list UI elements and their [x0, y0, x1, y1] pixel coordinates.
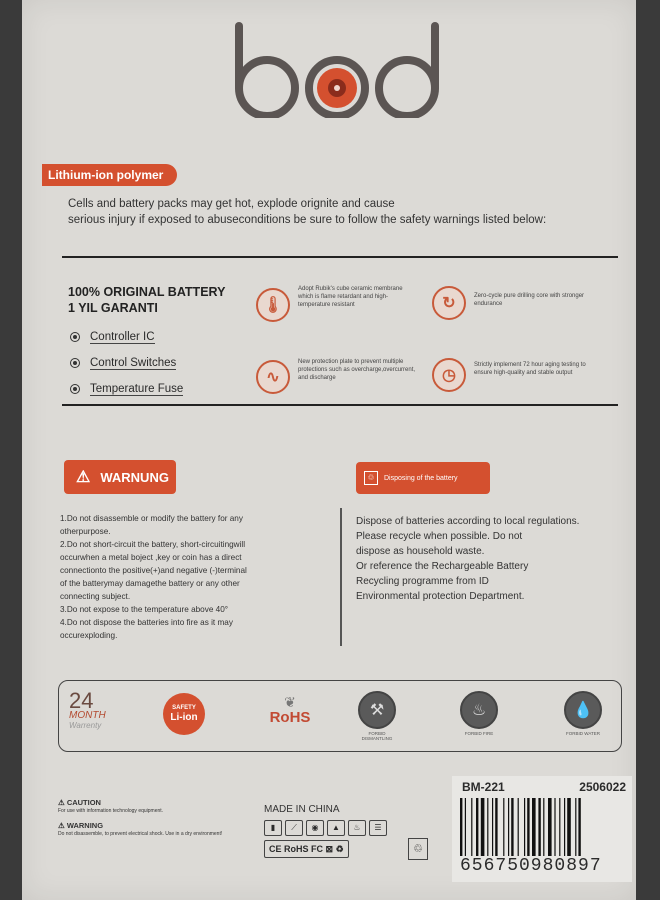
warranty-label: 1 YIL GARANTI [68, 301, 158, 315]
warning-label: WARNUNG [100, 469, 169, 485]
cert-marks [264, 840, 349, 858]
column-divider [340, 508, 342, 646]
cautions-block [58, 798, 248, 844]
intro-text [68, 196, 638, 228]
symbol-row [264, 820, 387, 836]
disposal-line: Dispose of batteries according to local regulations. [356, 516, 580, 527]
disposal-label: Disposing of the battery [384, 474, 458, 482]
pulse-icon: ∿ [256, 360, 290, 394]
disposal-badge [356, 462, 490, 494]
no-water-icon: 💧 [564, 691, 602, 729]
feature-description: Zero-cycle pure drilling core with stronger endurance [474, 293, 585, 307]
features-title [68, 284, 225, 316]
divider [62, 404, 618, 406]
warning-line: 2.Do not short-circuit the battery, short-circuitingwill [60, 540, 246, 549]
barcode-label [452, 776, 632, 882]
no-fire-symbol-icon: ♨ [348, 820, 366, 836]
lithium-tag: Lithium-ion polymer [42, 164, 177, 186]
rohs-label: RoHS [269, 709, 311, 726]
intro-line: Cells and battery packs may get hot, explode orignite and cause [68, 198, 395, 210]
no-dismantling-icon: ⚒ [358, 691, 396, 729]
no-dismantling-badge [357, 691, 397, 741]
model-number: BM-221 [462, 780, 505, 794]
made-in-label: MADE IN CHINA [264, 804, 340, 815]
warning-line: 3.Do not expose to the temperature above 40° [60, 605, 229, 614]
warranty-badge [69, 688, 106, 730]
recycling-icon: ♻ [335, 844, 344, 854]
feature-description: Adopt Rubik's cube ceramic membrane which is flame retardant and high-temperature resistant [298, 286, 403, 308]
warning-line: 4.Do not dispose the batteries into fire as it may [60, 618, 233, 627]
warning-heading: ⚠ WARNING [58, 821, 104, 830]
safety-li-ion-badge [163, 693, 205, 735]
warning-line: 1.Do not disassemble or modify the battery for any [60, 514, 243, 523]
battery-symbol-icon: ▮ [264, 820, 282, 836]
warning-text [60, 512, 330, 642]
leaf-icon: ❦ [284, 694, 296, 710]
battery-package [22, 0, 636, 900]
warning-line: connecting subject. [60, 592, 131, 601]
intro-line: serious injury if exposed to abuseconditions be sure to follow the safety warnings listed below: [68, 214, 547, 226]
disposal-line: Environmental protection Department. [356, 591, 525, 602]
warranty-months: 24 [69, 688, 94, 713]
disposal-line: Or reference the Rechargeable Battery [356, 561, 529, 572]
disposal-line: Please recycle when possible. Do not [356, 531, 523, 542]
divider [62, 256, 618, 258]
feature-description: New protection plate to prevent multiple protections such as overcharge,overcurrent, and discharge [298, 359, 416, 381]
bullet-icon [70, 332, 80, 342]
caution-text: For use with information technology equipment. [58, 808, 164, 814]
no-water-badge [563, 691, 603, 736]
no-drop-icon: ▲ [327, 820, 345, 836]
bod-logo [227, 18, 447, 118]
no-fire-icon: ♨ [460, 691, 498, 729]
feature-label: Temperature Fuse [90, 382, 184, 395]
original-battery-label: 100% ORIGINAL BATTERY [68, 285, 226, 299]
list-item [70, 350, 183, 376]
forbid-label: FORBID WATER [566, 731, 600, 736]
caution-heading: ⚠ CAUTION [58, 798, 101, 807]
warning-badge [64, 460, 176, 494]
recycle-box-icon: ♲ [408, 838, 428, 860]
warning-line: occurwhen a metal boject ,key or coin has a direct [60, 553, 242, 562]
warning-line: of the batterymay damagethe battery or any other [60, 579, 240, 588]
no-heat-icon: ☰ [369, 820, 387, 836]
warranty-unit: MONTH [69, 710, 106, 721]
safety-label: SAFETY [172, 705, 196, 711]
rohs-badge [265, 695, 315, 726]
li-ion-label: Li-ion [170, 712, 198, 723]
clock-icon: ◷ [432, 358, 466, 392]
disposal-line: dispose as household waste. [356, 546, 485, 557]
thermometer-icon: 🌡 [256, 288, 290, 322]
recycle-icon: ♲ [364, 471, 378, 485]
cert-marks-text: CE RoHS FC [269, 844, 323, 854]
no-water-symbol-icon: ◉ [306, 820, 324, 836]
warning-line: otherpurpose. [60, 527, 111, 536]
crossed-bin-icon: ⊠ [325, 844, 334, 854]
no-crush-icon: ⟋ [285, 820, 303, 836]
warning-line: occurexploding. [60, 631, 118, 640]
disposal-text [356, 514, 636, 604]
feature-label: Controller IC [90, 330, 155, 343]
warranty-text: Warrenty [69, 721, 102, 730]
warning-small-text: Do not disassemble, to prevent electrical shock. Use in a dry environment! [58, 831, 223, 837]
forbid-label: FORBID FIRE [464, 731, 494, 736]
caution-title: CAUTION [66, 798, 101, 807]
bullet-icon [70, 358, 80, 368]
warning-icon: ⚠ [76, 469, 91, 486]
bullet-icon [70, 384, 80, 394]
forbid-label: FORBID DISMANTLING [361, 731, 393, 741]
list-item [70, 324, 183, 350]
feature-label: Control Switches [90, 356, 177, 369]
cycle-icon: ↻ [432, 286, 466, 320]
barcode-digits: 656750980897 [460, 856, 602, 876]
no-fire-badge [459, 691, 499, 736]
barcode [460, 798, 624, 856]
features-list [70, 324, 183, 402]
feature-description: Strictly implement 72 hour aging testing to ensure high-quality and stable output [474, 362, 586, 376]
certification-panel [58, 680, 622, 752]
warning-line: connectionto the positive(+)and negative (-)terminal [60, 566, 247, 575]
list-item [70, 376, 183, 402]
lot-number: 2506022 [579, 780, 626, 794]
warning-title: WARNING [66, 821, 104, 830]
disposal-line: Recycling programme from ID [356, 576, 489, 587]
